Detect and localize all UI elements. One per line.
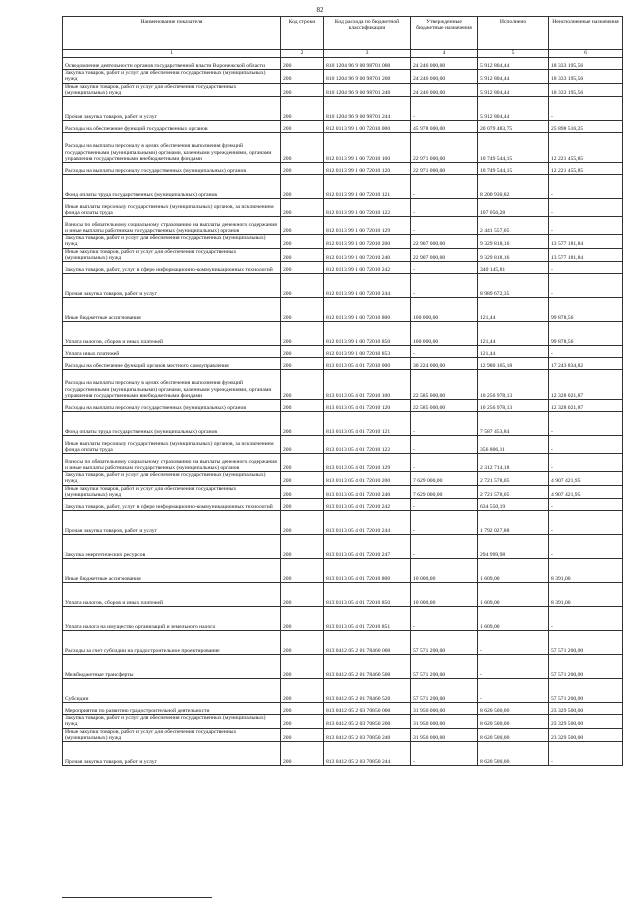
indicator-name-cell: Взносы по обязательному социальному страхованию на выплаты денежного содержания и иные выплаты работникам государственных (муниципальных) органов (63, 217, 281, 235)
classification-code-cell: 812 0113 99 1 00 72010 800 (324, 298, 411, 322)
indicator-name-cell: Закупка товаров, работ, услуг в сфере информационно-коммуникационных технологий (63, 262, 281, 274)
row-code-cell: 200 (281, 175, 324, 199)
row-code-cell: 200 (281, 499, 324, 511)
header-unexecuted: Неисполненные назначения (549, 17, 623, 50)
classification-code-cell: 812 0113 99 1 00 72010 242 (324, 262, 411, 274)
approved-amount-cell: 31 950 000,00 (411, 728, 478, 742)
indicator-name-cell: Межбюджетные трансферты (63, 655, 281, 679)
table-row (63, 133, 623, 163)
column-number: 3 (324, 50, 411, 58)
classification-code-cell: 812 0113 99 1 00 72010 200 (324, 235, 411, 249)
approved-amount-cell: 57 571 200,00 (411, 631, 478, 655)
table-row (63, 485, 623, 499)
executed-amount-cell: 2 312 714,18 (478, 454, 549, 472)
indicator-name-cell: Закупка товаров, работ и услуг для обеспечения государственных (муниципальных) нужд (63, 70, 281, 84)
indicator-name-cell: Иные закупки товаров, работ и услуг для обеспечения государственных (муниципальных) нужд (63, 83, 281, 97)
classification-code-cell: 813 0113 05 4 01 72010 800 (324, 559, 411, 583)
row-code-cell: 200 (281, 472, 324, 486)
executed-amount-cell: 10 256 978,13 (478, 370, 549, 400)
executed-amount-cell: 8 200 930,82 (478, 175, 549, 199)
approved-amount-cell: 7 629 000,00 (411, 485, 478, 499)
approved-amount-cell: 31 950 000,00 (411, 703, 478, 715)
unexecuted-amount-cell: 13 577 181,84 (549, 248, 623, 262)
table-row (63, 217, 623, 235)
table-row (63, 472, 623, 486)
approved-amount-cell: 57 571 200,00 (411, 679, 478, 703)
executed-amount-cell: 107 056,28 (478, 199, 549, 217)
unexecuted-amount-cell: 23 329 500,00 (549, 728, 623, 742)
approved-amount-cell: 22 971 000,00 (411, 133, 478, 163)
unexecuted-amount-cell: 99 878,56 (549, 322, 623, 346)
approved-amount-cell: 10 000,00 (411, 559, 478, 583)
indicator-name-cell: Уплата налога на имущество организаций и земельного налога (63, 607, 281, 631)
classification-code-cell: 812 0113 99 1 00 72010 000 (324, 121, 411, 133)
classification-code-cell: 813 0412 05 2 03 70850 200 (324, 715, 411, 729)
classification-code-cell: 812 0113 99 1 00 72010 129 (324, 217, 411, 235)
table-row (63, 742, 623, 766)
row-code-cell: 200 (281, 248, 324, 262)
approved-amount-cell: 22 907 000,00 (411, 235, 478, 249)
unexecuted-amount-cell: 8 391,00 (549, 583, 623, 607)
indicator-name-cell: Расходы на выплаты персоналу государственных (муниципальных) органов (63, 163, 281, 175)
unexecuted-amount-cell: - (549, 346, 623, 358)
classification-code-cell: 813 0113 05 4 01 72010 851 (324, 607, 411, 631)
table-row (63, 728, 623, 742)
classification-code-cell: 810 1204 96 9 00 98701 240 (324, 83, 411, 97)
unexecuted-amount-cell: 99 878,56 (549, 298, 623, 322)
indicator-name-cell: Уплата налогов, сборов и иных платежей (63, 322, 281, 346)
approved-amount-cell: 31 950 000,00 (411, 715, 478, 729)
row-code-cell: 200 (281, 583, 324, 607)
row-code-cell: 200 (281, 97, 324, 121)
indicator-name-cell: Закупка товаров, работ, услуг в сфере информационно-коммуникационных технологий (63, 499, 281, 511)
row-code-cell: 200 (281, 298, 324, 322)
table-row (63, 83, 623, 97)
classification-code-cell: 812 0113 99 1 00 72010 850 (324, 322, 411, 346)
unexecuted-amount-cell: 23 329 500,00 (549, 715, 623, 729)
table-row (63, 400, 623, 412)
classification-code-cell: 813 0412 05 2 03 70850 244 (324, 742, 411, 766)
classification-code-cell: 813 0113 05 4 01 72010 247 (324, 535, 411, 559)
table-row (63, 370, 623, 400)
executed-amount-cell: 8 989 672,35 (478, 274, 549, 298)
unexecuted-amount-cell: 18 333 195,56 (549, 58, 623, 70)
row-code-cell: 200 (281, 322, 324, 346)
unexecuted-amount-cell: 57 571 200,00 (549, 655, 623, 679)
unexecuted-amount-cell: 57 571 200,00 (549, 631, 623, 655)
page-number: 82 (316, 6, 324, 14)
unexecuted-amount-cell: - (549, 412, 623, 436)
row-code-cell: 200 (281, 358, 324, 370)
row-code-cell: 200 (281, 262, 324, 274)
unexecuted-amount-cell: 25 898 516,25 (549, 121, 623, 133)
table-row (63, 346, 623, 358)
classification-code-cell: 810 1204 96 9 00 98701 000 (324, 58, 411, 70)
row-code-cell: 200 (281, 70, 324, 84)
unexecuted-amount-cell: 12 221 455,85 (549, 133, 623, 163)
table-row (63, 511, 623, 535)
indicator-name-cell: Уплата иных платежей (63, 346, 281, 358)
approved-amount-cell: - (411, 199, 478, 217)
table-row (63, 322, 623, 346)
approved-amount-cell: - (411, 274, 478, 298)
unexecuted-amount-cell: 12 221 455,85 (549, 163, 623, 175)
row-code-cell: 200 (281, 274, 324, 298)
table-row (63, 58, 623, 70)
executed-amount-cell: 10 749 544,15 (478, 133, 549, 163)
executed-amount-cell: 9 329 818,16 (478, 248, 549, 262)
executed-amount-cell: 8 620 500,00 (478, 742, 549, 766)
classification-code-cell: 813 0113 05 4 01 72010 122 (324, 436, 411, 454)
classification-code-cell: 810 1204 96 9 00 98701 200 (324, 70, 411, 84)
classification-code-cell: 813 0113 05 4 01 72010 242 (324, 499, 411, 511)
approved-amount-cell: 22 971 000,00 (411, 163, 478, 175)
classification-code-cell: 812 0113 99 1 00 72010 240 (324, 248, 411, 262)
approved-amount-cell: - (411, 607, 478, 631)
classification-code-cell: 812 0113 99 1 00 72010 120 (324, 163, 411, 175)
table-row (63, 535, 623, 559)
row-code-cell: 200 (281, 436, 324, 454)
unexecuted-amount-cell: 23 329 500,00 (549, 703, 623, 715)
column-number: 1 (63, 50, 281, 58)
executed-amount-cell: 12 980 165,18 (478, 358, 549, 370)
approved-amount-cell: - (411, 436, 478, 454)
executed-amount-cell: 8 620 500,00 (478, 703, 549, 715)
approved-amount-cell: - (411, 97, 478, 121)
indicator-name-cell: Иные закупки товаров, работ и услуг для обеспечения государственных (муниципальных) нужд (63, 248, 281, 262)
approved-amount-cell: - (411, 454, 478, 472)
header-classification-code: Код расхода по бюджетной классификации (324, 17, 411, 50)
classification-code-cell: 812 0113 99 1 00 72010 121 (324, 175, 411, 199)
executed-amount-cell: 2 721 578,05 (478, 472, 549, 486)
unexecuted-amount-cell: - (549, 742, 623, 766)
executed-amount-cell: 340 145,81 (478, 262, 549, 274)
column-number: 4 (411, 50, 478, 58)
executed-amount-cell: 1 609,00 (478, 583, 549, 607)
unexecuted-amount-cell: - (549, 454, 623, 472)
indicator-name-cell: Расходы на выплаты персоналу государственных (муниципальных) органов (63, 400, 281, 412)
table-row (63, 679, 623, 703)
indicator-name-cell: Расходы на обеспечение функций органов местного самоуправления (63, 358, 281, 370)
row-code-cell: 200 (281, 511, 324, 535)
executed-amount-cell: 5 912 804,44 (478, 70, 549, 84)
approved-amount-cell: 100 000,00 (411, 322, 478, 346)
row-code-cell: 200 (281, 133, 324, 163)
executed-amount-cell: - (478, 679, 549, 703)
executed-amount-cell: 121,44 (478, 322, 549, 346)
indicator-name-cell: Прочая закупка товаров, работ и услуг (63, 511, 281, 535)
classification-code-cell: 813 0113 05 4 01 72010 200 (324, 472, 411, 486)
indicator-name-cell: Закупка товаров, работ и услуг для обеспечения государственных (муниципальных) нужд (63, 235, 281, 249)
unexecuted-amount-cell: - (549, 436, 623, 454)
header-row-code: Код строки (281, 17, 324, 50)
classification-code-cell: 813 0113 05 4 01 72010 121 (324, 412, 411, 436)
executed-amount-cell: 121,44 (478, 298, 549, 322)
executed-amount-cell: 5 912 804,44 (478, 83, 549, 97)
row-code-cell: 200 (281, 121, 324, 133)
unexecuted-amount-cell: - (549, 175, 623, 199)
row-code-cell: 200 (281, 217, 324, 235)
indicator-name-cell: Закупка товаров, работ и услуг для обеспечения государственных (муниципальных) нужд (63, 715, 281, 729)
indicator-name-cell: Иные бюджетные ассигнования (63, 559, 281, 583)
unexecuted-amount-cell: 57 571 200,00 (549, 679, 623, 703)
indicator-name-cell: Иные закупки товаров, работ и услуг для обеспечения государственных (муниципальных) нужд (63, 485, 281, 499)
table-row (63, 454, 623, 472)
table-row (63, 235, 623, 249)
column-number: 2 (281, 50, 324, 58)
table-row (63, 631, 623, 655)
classification-code-cell: 813 0412 05 2 01 78460 500 (324, 655, 411, 679)
executed-amount-cell: 7 587 453,84 (478, 412, 549, 436)
row-code-cell: 200 (281, 370, 324, 400)
unexecuted-amount-cell: - (549, 97, 623, 121)
approved-amount-cell: 45 978 000,00 (411, 121, 478, 133)
classification-code-cell: 813 0113 05 4 01 72010 100 (324, 370, 411, 400)
unexecuted-amount-cell: 18 333 195,56 (549, 83, 623, 97)
header-executed: Исполнено (478, 17, 549, 50)
approved-amount-cell: - (411, 175, 478, 199)
unexecuted-amount-cell: - (549, 499, 623, 511)
unexecuted-amount-cell: - (549, 199, 623, 217)
row-code-cell: 200 (281, 400, 324, 412)
indicator-name-cell: Субсидии (63, 679, 281, 703)
unexecuted-amount-cell: - (549, 262, 623, 274)
classification-code-cell: 812 0113 99 1 00 72010 853 (324, 346, 411, 358)
indicator-name-cell: Иные выплаты персоналу государственных (муниципальных) органов, за исключением фонда оплаты труда (63, 436, 281, 454)
unexecuted-amount-cell: 13 577 181,84 (549, 235, 623, 249)
approved-amount-cell: 10 000,00 (411, 583, 478, 607)
row-code-cell: 200 (281, 535, 324, 559)
indicator-name-cell: Фонд оплаты труда государственных (муниципальных) органов (63, 412, 281, 436)
indicator-name-cell: Иные закупки товаров, работ и услуг для обеспечения государственных (муниципальных) нужд (63, 728, 281, 742)
table-row (63, 199, 623, 217)
classification-code-cell: 813 0113 05 4 01 72010 244 (324, 511, 411, 535)
classification-code-cell: 813 0412 05 2 03 70850 240 (324, 728, 411, 742)
unexecuted-amount-cell: 8 391,00 (549, 559, 623, 583)
unexecuted-amount-cell: - (549, 274, 623, 298)
executed-amount-cell: 2 441 557,05 (478, 217, 549, 235)
table-row (63, 70, 623, 84)
approved-amount-cell: - (411, 217, 478, 235)
approved-amount-cell: 7 629 000,00 (411, 472, 478, 486)
approved-amount-cell: - (411, 499, 478, 511)
row-code-cell: 200 (281, 703, 324, 715)
row-code-cell: 200 (281, 607, 324, 631)
unexecuted-amount-cell: - (549, 607, 623, 631)
approved-amount-cell: - (411, 535, 478, 559)
approved-amount-cell: - (411, 742, 478, 766)
approved-amount-cell: 22 585 000,00 (411, 370, 478, 400)
table-row (63, 358, 623, 370)
executed-amount-cell: 1 609,00 (478, 607, 549, 631)
row-code-cell: 200 (281, 83, 324, 97)
table-row (63, 412, 623, 436)
approved-amount-cell: 24 246 000,00 (411, 83, 478, 97)
executed-amount-cell: - (478, 631, 549, 655)
executed-amount-cell: 9 329 818,16 (478, 235, 549, 249)
table-body (63, 58, 623, 766)
approved-amount-cell: - (411, 346, 478, 358)
executed-amount-cell: 1 792 027,88 (478, 511, 549, 535)
unexecuted-amount-cell: 17 243 834,82 (549, 358, 623, 370)
row-code-cell: 200 (281, 485, 324, 499)
table-row (63, 163, 623, 175)
row-code-cell: 200 (281, 58, 324, 70)
unexecuted-amount-cell: 4 907 421,95 (549, 485, 623, 499)
table-row (63, 121, 623, 133)
row-code-cell: 200 (281, 346, 324, 358)
footer-rule (62, 897, 212, 898)
classification-code-cell: 813 0412 05 2 03 70850 000 (324, 703, 411, 715)
indicator-name-cell: Иные бюджетные ассигнования (63, 298, 281, 322)
executed-amount-cell: 8 620 500,00 (478, 715, 549, 729)
unexecuted-amount-cell: - (549, 511, 623, 535)
approved-amount-cell: 24 246 000,00 (411, 70, 478, 84)
classification-code-cell: 813 0113 05 4 01 72010 129 (324, 454, 411, 472)
classification-code-cell: 813 0113 05 4 01 72010 850 (324, 583, 411, 607)
table-row (63, 436, 623, 454)
table-row (63, 298, 623, 322)
classification-code-cell: 813 0113 05 4 01 72010 000 (324, 358, 411, 370)
approved-amount-cell: 100 000,00 (411, 298, 478, 322)
unexecuted-amount-cell: - (549, 217, 623, 235)
indicator-name-cell: Закупка энергетических ресурсов (63, 535, 281, 559)
table-row (63, 248, 623, 262)
row-code-cell: 200 (281, 655, 324, 679)
executed-amount-cell: 1 609,00 (478, 559, 549, 583)
executed-amount-cell: 356 806,11 (478, 436, 549, 454)
row-code-cell: 200 (281, 235, 324, 249)
row-code-cell: 200 (281, 679, 324, 703)
row-code-cell: 200 (281, 742, 324, 766)
executed-amount-cell: 10 256 978,13 (478, 400, 549, 412)
row-code-cell: 200 (281, 412, 324, 436)
column-number-row (63, 50, 623, 58)
executed-amount-cell: 5 912 804,44 (478, 97, 549, 121)
row-code-cell: 200 (281, 728, 324, 742)
row-code-cell: 200 (281, 631, 324, 655)
row-code-cell: 200 (281, 454, 324, 472)
unexecuted-amount-cell: 12 328 021,87 (549, 400, 623, 412)
table-header-row (63, 17, 623, 50)
executed-amount-cell: 121,44 (478, 346, 549, 358)
table-row (63, 655, 623, 679)
indicator-name-cell: Фонд оплаты труда государственных (муниципальных) органов (63, 175, 281, 199)
unexecuted-amount-cell: 4 907 421,95 (549, 472, 623, 486)
table-row (63, 499, 623, 511)
table-row (63, 607, 623, 631)
table-row (63, 175, 623, 199)
executed-amount-cell: 8 620 500,00 (478, 728, 549, 742)
table-row (63, 715, 623, 729)
table-row (63, 97, 623, 121)
classification-code-cell: 813 0412 05 2 01 78460 520 (324, 679, 411, 703)
unexecuted-amount-cell: 18 333 195,56 (549, 70, 623, 84)
approved-amount-cell: 24 246 000,00 (411, 58, 478, 70)
budget-execution-table (62, 16, 623, 766)
approved-amount-cell: 22 585 000,00 (411, 400, 478, 412)
indicator-name-cell: Прочая закупка товаров, работ и услуг (63, 97, 281, 121)
approved-amount-cell: 22 907 000,00 (411, 248, 478, 262)
indicator-name-cell: Иные выплаты персоналу государственных (муниципальных) органов, за исключением фонда оплаты труда (63, 199, 281, 217)
classification-code-cell: 813 0113 05 4 01 72010 120 (324, 400, 411, 412)
unexecuted-amount-cell: 12 328 021,87 (549, 370, 623, 400)
executed-amount-cell: 5 912 804,44 (478, 58, 549, 70)
indicator-name-cell: Расходы за счет субсидии на градостроительное проектирование (63, 631, 281, 655)
classification-code-cell: 813 0412 05 2 01 78460 000 (324, 631, 411, 655)
indicator-name-cell: Осведомление деятельности органов государственной власти Воронежской области (63, 58, 281, 70)
row-code-cell: 200 (281, 199, 324, 217)
approved-amount-cell: - (411, 262, 478, 274)
indicator-name-cell: Взносы по обязательному социальному страхованию на выплаты денежного содержания и иные выплаты работникам государственных (муниципальных) органов (63, 454, 281, 472)
executed-amount-cell: 294 999,98 (478, 535, 549, 559)
indicator-name-cell: Расходы на выплаты персоналу в целях обеспечения выполнения функций государственными (муниципальными) органами, казенными учреждениями, органами управления государственными внебюджетными фондами (63, 370, 281, 400)
approved-amount-cell: 30 224 000,00 (411, 358, 478, 370)
column-number: 5 (478, 50, 549, 58)
approved-amount-cell: - (411, 412, 478, 436)
executed-amount-cell: 634 550,19 (478, 499, 549, 511)
executed-amount-cell: 2 721 578,05 (478, 485, 549, 499)
row-code-cell: 200 (281, 559, 324, 583)
approved-amount-cell: 57 571 200,00 (411, 655, 478, 679)
executed-amount-cell: 20 079 483,75 (478, 121, 549, 133)
classification-code-cell: 810 1204 96 9 00 98701 244 (324, 97, 411, 121)
table-row (63, 559, 623, 583)
classification-code-cell: 812 0113 99 1 00 72010 100 (324, 133, 411, 163)
classification-code-cell: 812 0113 99 1 00 72010 244 (324, 274, 411, 298)
table-row (63, 274, 623, 298)
header-indicator-name: Наименование показателя (63, 17, 281, 50)
classification-code-cell: 812 0113 99 1 00 72010 122 (324, 199, 411, 217)
approved-amount-cell: - (411, 511, 478, 535)
indicator-name-cell: Мероприятия по развитию градостроительной деятельности (63, 703, 281, 715)
indicator-name-cell: Расходы на обеспечение функций государственных органов (63, 121, 281, 133)
table-row (63, 583, 623, 607)
row-code-cell: 200 (281, 715, 324, 729)
executed-amount-cell: 10 749 544,15 (478, 163, 549, 175)
executed-amount-cell: - (478, 655, 549, 679)
column-number: 6 (549, 50, 623, 58)
header-approved: Утвержденные бюджетные назначения (411, 17, 478, 50)
unexecuted-amount-cell: - (549, 535, 623, 559)
indicator-name-cell: Закупка товаров, работ и услуг для обеспечения государственных (муниципальных) нужд (63, 472, 281, 486)
classification-code-cell: 813 0113 05 4 01 72010 240 (324, 485, 411, 499)
indicator-name-cell: Прочая закупка товаров, работ и услуг (63, 274, 281, 298)
row-code-cell: 200 (281, 163, 324, 175)
table-row (63, 703, 623, 715)
indicator-name-cell: Прочая закупка товаров, работ и услуг (63, 742, 281, 766)
indicator-name-cell: Расходы на выплаты персоналу в целях обеспечения выполнения функций государственными (муниципальными) органами, казенными учреждениями, органами управления государственными внебюджетными фондами (63, 133, 281, 163)
table-row (63, 262, 623, 274)
indicator-name-cell: Уплата налогов, сборов и иных платежей (63, 583, 281, 607)
